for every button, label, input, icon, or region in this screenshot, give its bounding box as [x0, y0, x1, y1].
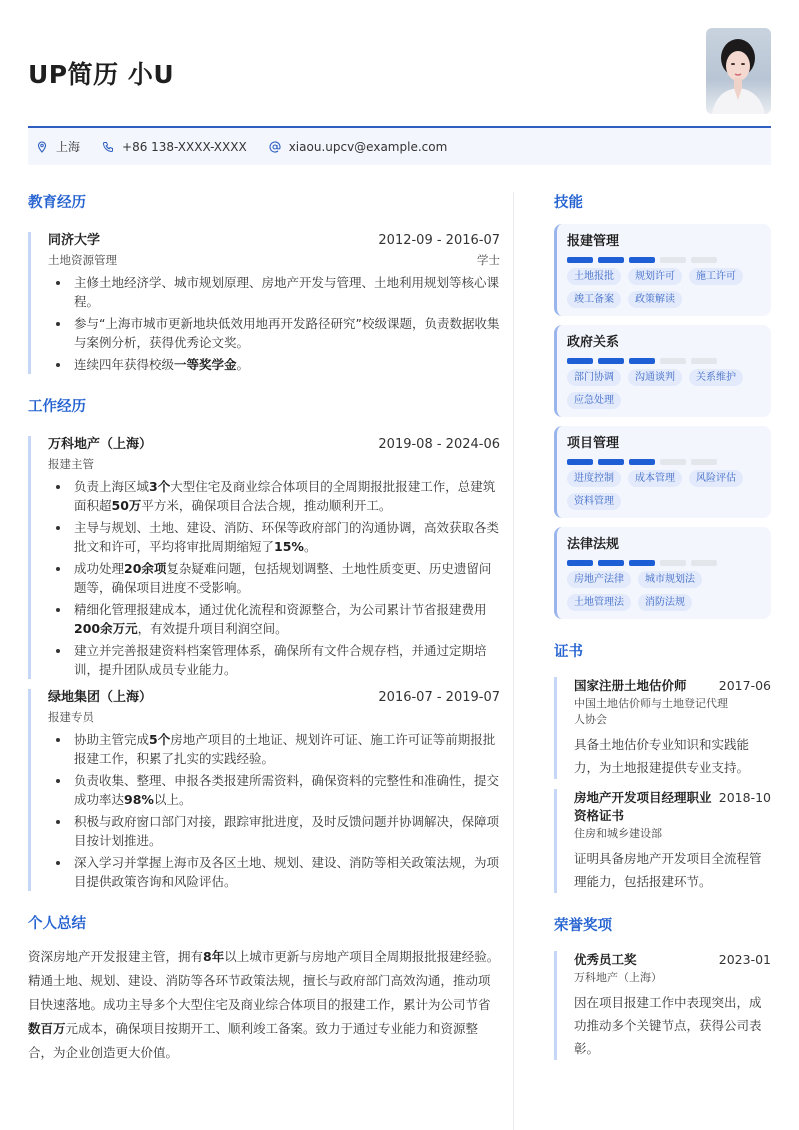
skill-tag: 进度控制: [567, 470, 621, 487]
skill-card: [554, 325, 771, 417]
degree: 学士: [477, 253, 500, 267]
section-title-skills: 技能: [554, 195, 583, 211]
phone-icon: [102, 141, 114, 153]
honor-date: 2023-01: [718, 952, 771, 967]
list-item: 主修土地经济学、城市规划原理、房地产开发与管理、土地利用规划等核心课程。: [48, 273, 500, 311]
honors-list: [554, 951, 771, 1060]
certificate-description: 证明具备房地产开发项目全流程管理能力，包括报建环节。: [574, 851, 762, 889]
work-entry: [28, 436, 500, 679]
list-item: 建立并完善报建资料档案管理体系，确保所有文件合规存档，并通过定期培训，提升团队成员专业能力。: [48, 641, 500, 679]
certificate-entry: [554, 789, 771, 893]
certificate-entry: [554, 677, 771, 779]
location-text: 上海: [56, 140, 81, 154]
skills-list: [554, 224, 771, 619]
work-entry: [28, 689, 500, 891]
skill-card: [554, 224, 771, 316]
skill-tag: 部门协调: [567, 369, 621, 386]
honor-issuer: 万科地产（上海）: [574, 971, 662, 984]
location-pin-icon: [36, 141, 48, 153]
section-title-honors: 荣誉奖项: [554, 918, 612, 934]
work-date: 2016-07 - 2019-07: [378, 690, 500, 705]
contact-email[interactable]: [269, 140, 448, 154]
certificate-date: 2018-10: [718, 790, 771, 805]
honor-description: 因在项目报建工作中表现突出，成功推动多个关键节点，获得公司表彰。: [574, 995, 762, 1056]
skill-level-bar: [567, 257, 761, 263]
company-name: 绿地集团（上海）: [48, 690, 153, 705]
skill-tag: 施工许可: [689, 268, 743, 285]
skill-name: 法律法规: [567, 537, 620, 552]
list-item: 负责收集、整理、申报各类报建所需资料，确保资料的完整性和准确性，提交成功率达98%以上。: [48, 771, 500, 809]
skill-card: [554, 527, 771, 619]
skill-level-bar: [567, 560, 761, 566]
skill-tag: 沟通谈判: [628, 369, 682, 386]
resume-header: [28, 28, 771, 118]
list-item: 积极与政府窗口部门对接，跟踪审批进度，及时反馈问题并协调解决，保障项目按计划推进。: [48, 812, 500, 850]
skill-tag: 消防法规: [638, 594, 692, 611]
certificates-list: [554, 677, 771, 893]
list-item: 连续四年获得校级一等奖学金。: [48, 355, 500, 374]
contact-phone[interactable]: [102, 140, 247, 154]
major: 土地资源管理: [48, 253, 117, 267]
education-bullets: [48, 273, 500, 374]
skill-level-bar: [567, 358, 761, 364]
list-item: 精细化管理报建成本，通过优化流程和资源整合，为公司累计节省报建费用200余万元，有效提升项目利润空间。: [48, 600, 500, 638]
skill-tag: 土地管理法: [567, 594, 631, 611]
main-column: [28, 192, 500, 1065]
list-item: 成功处理20余项复杂疑难问题，包括规划调整、土地性质变更、历史遗留问题等，确保项目进度不受影响。: [48, 559, 500, 597]
work-bullets: [48, 730, 500, 891]
work-bullets: [48, 477, 500, 679]
contact-bar: [28, 126, 771, 165]
section-title-work: 工作经历: [28, 399, 86, 415]
certificate-date: 2017-06: [718, 678, 771, 693]
skill-tag: 资料管理: [567, 493, 621, 510]
phone-text: +86 138-XXXX-XXXX: [122, 139, 247, 154]
honor-name: 优秀员工奖: [574, 952, 637, 967]
email-text: xiaou.upcv@example.com: [288, 139, 448, 154]
certificate-issuer: 住房和城乡建设部: [574, 827, 662, 840]
section-title-summary: 个人总结: [28, 916, 86, 932]
skill-card: [554, 426, 771, 518]
at-sign-icon: [269, 141, 281, 153]
school-name: 同济大学: [48, 233, 101, 248]
job-role: 报建主管: [48, 457, 94, 471]
candidate-name: UP简历 小U: [28, 60, 175, 89]
skill-name: 政府关系: [567, 335, 620, 350]
skill-tag: 规划许可: [628, 268, 682, 285]
certificate-name: 国家注册土地估价师: [574, 678, 687, 693]
work-date: 2019-08 - 2024-06: [378, 437, 500, 452]
list-item: 深入学习并掌握上海市及各区土地、规划、建设、消防等相关政策法规，为项目提供政策咨询和风险评估。: [48, 853, 500, 891]
profile-photo: [706, 28, 771, 114]
certificate-name: 房地产开发项目经理职业资格证书: [574, 790, 712, 823]
honor-entry: [554, 951, 771, 1060]
skill-tag: 应急处理: [567, 392, 621, 409]
portrait-icon: [706, 28, 771, 114]
side-column: [554, 192, 771, 1070]
contact-location: [36, 138, 80, 155]
skill-tag: 竣工备案: [567, 291, 621, 308]
skill-name: 项目管理: [567, 436, 620, 451]
list-item: 协助主管完成5个房地产项目的土地证、规划许可证、施工许可证等前期报批报建工作，积累了扎实的实践经验。: [48, 730, 500, 768]
list-item: 主导与规划、土地、建设、消防、环保等政府部门的沟通协调，高效获取各类批文和许可，平均将审批周期缩短了15%。: [48, 518, 500, 556]
list-item: 参与“上海市城市更新地块低效用地再开发路径研究”校级课题，负责数据收集与案例分析，获得优秀论文奖。: [48, 314, 500, 352]
section-title-certificates: 证书: [554, 644, 583, 660]
skill-tag: 政策解读: [628, 291, 682, 308]
skill-tag: 城市规划法: [638, 571, 702, 588]
certificate-issuer: 中国土地估价师与土地登记代理人协会: [574, 697, 728, 726]
skill-tag: 关系维护: [689, 369, 743, 386]
column-divider: [513, 192, 514, 1130]
education-entry: [28, 232, 500, 374]
certificate-description: 具备土地估价专业知识和实践能力，为土地报建提供专业支持。: [574, 737, 750, 775]
skill-tag: 土地报批: [567, 268, 621, 285]
skill-tag: 风险评估: [689, 470, 743, 487]
list-item: 负责上海区域3个大型住宅及商业综合体项目的全周期报批报建工作，总建筑面积超50万平方米，确保项目合法合规，推动顺利开工。: [48, 477, 500, 515]
company-name: 万科地产（上海）: [48, 437, 153, 452]
job-role: 报建专员: [48, 710, 94, 724]
skill-level-bar: [567, 459, 761, 465]
skill-tag: 房地产法律: [567, 571, 631, 588]
skill-tag: 成本管理: [628, 470, 682, 487]
summary-text: 资深房地产开发报建主管，拥有8年以上城市更新与房地产项目全周期报批报建经验。精通土地、规划、建设、消防等各环节政策法规，擅长与政府部门高效沟通，推动项目快速落地。成功主导多个大型住宅及商业综合体项目的报建工作，累计为公司节省数百万元成本，确保项目按期开工、顺利竣工备案。致力于通过专业能力和资源整合，为企业创造更大价值。: [28, 949, 500, 1060]
education-date: 2012-09 - 2016-07: [378, 233, 500, 248]
section-title-education: 教育经历: [28, 195, 86, 211]
skill-name: 报建管理: [567, 234, 620, 249]
